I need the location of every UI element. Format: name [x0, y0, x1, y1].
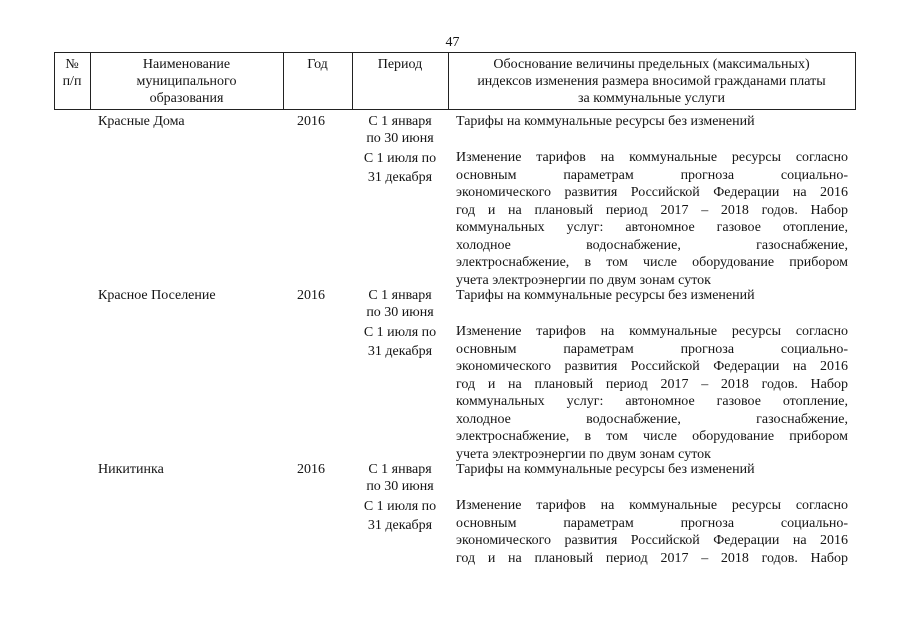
header-basis: Обоснование величины предельных (максимальных) индексов изменения размера вносимой гражданами платы за коммунальные услуги	[477, 57, 826, 106]
period-first-half: С 1 января по 30 июня	[366, 462, 434, 494]
basis-tariff-change: Изменение тарифов на коммунальные ресурсы согласно основным параметрам прогноза социально- экономического развития Российской Федерации на 2016 год и на плановый период 2017 – 2018 годов. Набор коммунальных услуг: автономное газовое отопление, холодное водоснабжение, газоснабжение, электроснабжение, в том числе оборудование прибором учета электроэнергии по двум зонам суток	[456, 150, 848, 288]
header-divider	[855, 52, 856, 110]
municipality-name: Красное Поселение	[98, 288, 216, 303]
period-first-half: С 1 января по 30 июня	[366, 114, 434, 146]
header-period: Период	[377, 57, 423, 72]
basis-no-change: Тарифы на коммунальные ресурсы без изменений	[456, 288, 755, 303]
basis-tariff-change: Изменение тарифов на коммунальные ресурсы согласно основным параметрам прогноза социально- экономического развития Российской Федерации на 2016 год и на плановый период 2017 – 2018 годов. Набор коммунальных услуг: автономное газовое отопление, холодное водоснабжение, газоснабжение, электроснабжение, в том числе оборудование прибором учета электроэнергии по двум зонам суток	[456, 324, 848, 462]
header-top-border	[54, 52, 856, 53]
header-number: № п/п	[62, 57, 82, 89]
year-cell: 2016	[297, 114, 325, 129]
header-bottom-border	[54, 109, 856, 110]
basis-no-change: Тарифы на коммунальные ресурсы без изменений	[456, 462, 755, 477]
basis-no-change: Тарифы на коммунальные ресурсы без изменений	[456, 114, 755, 129]
municipality-name: Никитинка	[98, 462, 164, 477]
year-cell: 2016	[297, 288, 325, 303]
header-municipality: Наименование муниципального образования	[136, 57, 237, 106]
municipality-name: Красные Дома	[98, 114, 185, 129]
table-header	[54, 52, 856, 110]
header-year: Год	[307, 57, 328, 72]
period-second-half: С 1 июля по 31 декабря	[363, 499, 437, 533]
year-cell: 2016	[297, 462, 325, 477]
period-second-half: С 1 июля по 31 декабря	[363, 325, 437, 359]
period-first-half: С 1 января по 30 июня	[366, 288, 434, 320]
basis-tariff-change: Изменение тарифов на коммунальные ресурсы согласно основным параметрам прогноза социально- экономического развития Российской Федерации на 2016 год и на плановый период 2017 – 2018 годов. Набор	[456, 498, 848, 566]
period-second-half: С 1 июля по 31 декабря	[363, 151, 437, 185]
page-number: 47	[445, 35, 460, 50]
